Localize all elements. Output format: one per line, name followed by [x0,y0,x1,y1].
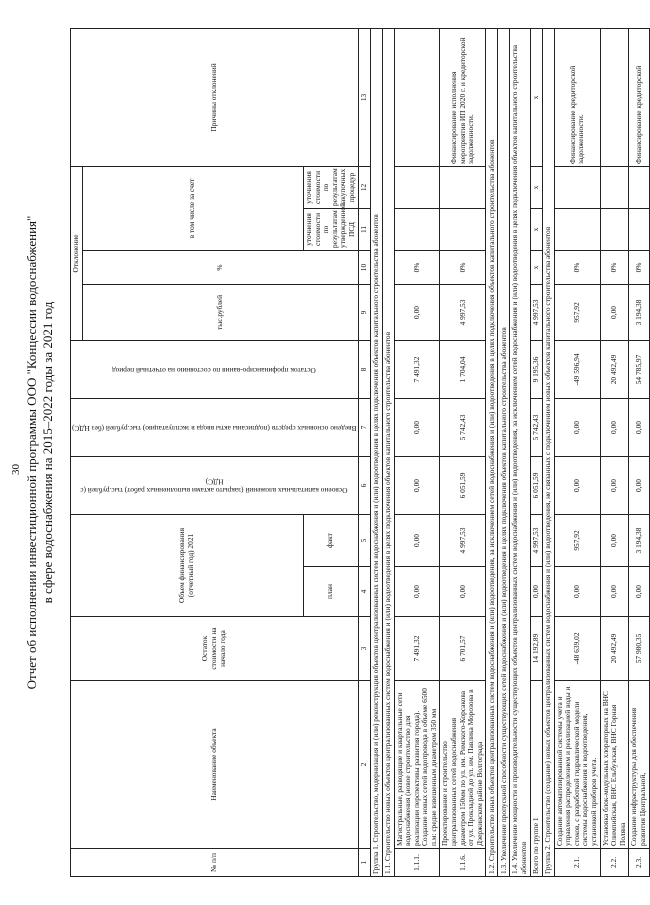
row-name: Проектирование и строительство централизованных сетей водоснабжения диаметром 150мм по ул. им. Римского-Корсакова от ул. Прокладной до ул. им. Павлика Морозова в Дзержинском районе Волгограда [440,681,486,849]
header-mastered-cell [71,456,359,514]
row-fact: 0,00 [600,514,629,566]
col-index: 1 [358,849,370,877]
col-index: 11 [358,208,370,250]
header-commissioned-cell [71,398,359,456]
col-index: 9 [358,284,370,340]
sub-1-1-title: 1.1. Строительство новых объектов централизованных систем водоснабжения и (или) водоотведения в целях подключения объектов капитального строительства абонентов [382,28,394,876]
row-remainder: -48 639,02 [554,617,600,681]
total-incl-b: х [530,166,542,208]
row-incl-a [629,208,649,250]
row-reason: Финансирование кредиторской задолженности. [554,28,600,166]
col-index: 10 [358,250,370,284]
header-deviation: Отклонение [71,166,83,340]
header-incl-a: уточнения стоимости по результатам утвержденной ПСД [303,208,358,250]
row-plan: 0,00 [629,567,649,617]
row-commissioned: 0,00 [600,398,629,456]
row-name: Создание инфраструктуры для обеспечения развития Центральной, [629,681,649,849]
total-dev-pct: х [530,250,542,284]
row-reason [394,28,440,166]
row-num: 2.2. [600,849,629,877]
row-remaining: 54 785,97 [629,340,649,398]
col-index: 13 [358,28,370,166]
col-index: 2 [358,681,370,849]
col-index: 3 [358,617,370,681]
header-mastered: Освоено капитальных вложений (закрыто актами выполненных работ) тыс.рублей (с НДС) [80,477,348,496]
page-number: 30 [10,464,22,475]
sub-1-2-row [486,28,498,876]
table-row [600,28,629,876]
row-mastered: 0,00 [554,456,600,514]
row-remaining: -49 596,94 [554,340,600,398]
row-dev-pct: 0% [394,250,440,284]
row-fact: 4 997,53 [440,514,486,566]
header-percent: % [82,250,358,284]
header-num: № п/п [71,849,359,877]
row-remainder: 7 491,32 [394,617,440,681]
row-commissioned: 0,00 [394,398,440,456]
row-num: 2.1. [554,849,600,877]
row-reason: Финансирование исполнения мероприятия ИП 2020 г. и кредиторской задолженности. [440,28,486,166]
row-num: 1.1.1. [394,849,440,877]
table-row [440,28,486,876]
row-fact: 957,92 [554,514,600,566]
header-row-1 [71,28,83,876]
row-reason [600,28,629,166]
header-remaining-cell [71,340,359,398]
row-fact: 0,00 [394,514,440,566]
col-index: 5 [358,514,370,566]
row-reason: Финансирование кредиторской [629,28,649,166]
row-dev-abs: 0,00 [394,284,440,340]
total-label: Всего по группе 1 [530,681,542,877]
row-remaining: 20 492,49 [600,340,629,398]
row-commissioned: 0,00 [629,398,649,456]
row-dev-pct: 0% [629,250,649,284]
header-incl: в том числе за счет [82,166,303,250]
total-mastered: 6 051,59 [530,456,542,514]
group-2-row [542,28,554,876]
row-incl-b [440,166,486,208]
row-num: 2.3. [629,849,649,877]
col-index: 6 [358,456,370,514]
row-incl-b [394,166,440,208]
sub-1-4-title: 1.4. Увеличение мощности и производительности существующих объектов централизованных систем водоснабжения и (или) водоотведения, за исключением сетей водоснабжения и (или) водоотведения в целях подключения объектов капитального строительства абонентов [510,28,530,876]
row-dev-pct: 0% [554,250,600,284]
total-plan: 0,00 [530,567,542,617]
header-remainder: Остаток стоимости на начало года [71,617,359,681]
total-remainder: 14 192,89 [530,617,542,681]
row-mastered: 0,00 [629,456,649,514]
header-name: Наименование объекта [71,681,359,849]
row-mastered: 0,00 [394,456,440,514]
sub-1-3-title: 1.3. Увеличение пропускной способности существующих сетей водоснабжения и (или) водоотведения в целях подключения объектов капитального строительства абонентов [498,28,510,876]
header-thous: тыс.рублей [82,284,358,340]
row-remainder: 57 980,35 [629,617,649,681]
row-remaining: 1 704,04 [440,340,486,398]
header-commissioned: Введено основных средств (подписаны акты ввода в эксплуатацию) тыс.рублей (без НДС) [72,423,357,433]
col-index: 8 [358,340,370,398]
total-group-1-row [530,28,542,876]
header-fact: факт [303,514,358,566]
table-row [629,28,649,876]
total-reason: х [530,28,542,166]
row-dev-pct: 0% [600,250,629,284]
row-remainder: 6 701,57 [440,617,486,681]
row-incl-a [600,208,629,250]
header-financing: Объем финансирования (отчетный год) 2021 [71,514,304,616]
row-name: Магистральные, разводящие и квартальные сети водоснабжения (новое строительство для реализации перспективы развития города). Создание новых сетей водопровода в объеме 6500 п.м: средне взвешенным диаметром 350 мм [394,681,440,849]
row-incl-a [394,208,440,250]
row-incl-a [440,208,486,250]
table-row [394,28,440,876]
total-fact: 4 997,53 [530,514,542,566]
group-2-title: Группа 2. Строительство (создание) новых объектов централизованных систем водоснабжения и (или) водоотведения, не связанных с подключением новых объектов капитального строительства абонентов [542,28,554,876]
investment-report-table [70,28,650,877]
group-1-title: Группа 1. Строительство, модернизация и (или) реконструкция объектов централизованных систем водоснабжения и (или) водоотведения в целях подключения объектов капитального строительства абонентов [370,28,382,876]
row-plan: 0,00 [554,567,600,617]
group-1-row [370,28,382,876]
row-plan: 0,00 [440,567,486,617]
row-mastered: 0,00 [600,456,629,514]
row-dev-abs: 4 997,53 [440,284,486,340]
header-remaining: Остаток профинансиро-вания по состоянию на отчетный период [112,365,317,375]
row-num: 1.1.6. [440,849,486,877]
row-mastered: 6 051,59 [440,456,486,514]
column-index-row [358,28,370,876]
row-name: Создание автоматизированной системы учета и управления распределением и реализацией воды и стоков, с разработкой гидравлической модели системы водоснабжения и водоотведения, установкой приборов учета. [554,681,600,849]
row-remaining: 7 491,32 [394,340,440,398]
row-dev-pct: 0% [440,250,486,284]
row-name: Установка блок-модульных хлораторных на ВНС Олимпийская, ВНС Ельбузская, ВНС Горная Поляна [600,681,629,849]
row-remainder: 20 492,49 [600,617,629,681]
row-incl-b [600,166,629,208]
total-dev-abs: 4 997,53 [530,284,542,340]
report-title-line-2: в сфере водоснабжения на 2015–2022 годы за 2021 год [40,301,55,604]
row-dev-abs: 957,92 [554,284,600,340]
sub-1-4-row [510,28,530,876]
row-plan: 0,00 [600,567,629,617]
total-commissioned: 5 742,43 [530,398,542,456]
col-index: 12 [358,166,370,208]
table-row [554,28,600,876]
row-incl-b [554,166,600,208]
total-incl-a: х [530,208,542,250]
header-plan: план [303,567,358,617]
report-title-line-1: Отчет об исполнении инвестиционной программы ООО "Концессии водоснабжения" [24,215,39,690]
sub-1-1-row [382,28,394,876]
row-plan: 0,00 [394,567,440,617]
header-reasons: Причины отклонений [71,28,359,166]
sub-1-3-row [498,28,510,876]
total-remaining: 9 195,36 [530,340,542,398]
sub-1-2-title: 1.2. Строительство иных объектов централизованных систем водоснабжения и (или) водоотведения, за исключением сетей водоснабжения и (или) водоотведения в целях подключения объектов капитального строительства абонентов [486,28,498,876]
row-commissioned: 5 742,43 [440,398,486,456]
row-dev-abs: 3 194,38 [629,284,649,340]
row-commissioned: 0,00 [554,398,600,456]
row-fact: 3 194,38 [629,514,649,566]
row-dev-abs: 0,00 [600,284,629,340]
col-index: 4 [358,567,370,617]
header-incl-b: уточнения стоимости по результатам закупочных процедур [303,166,358,208]
row-incl-b [629,166,649,208]
col-index: 7 [358,398,370,456]
row-incl-a [554,208,600,250]
